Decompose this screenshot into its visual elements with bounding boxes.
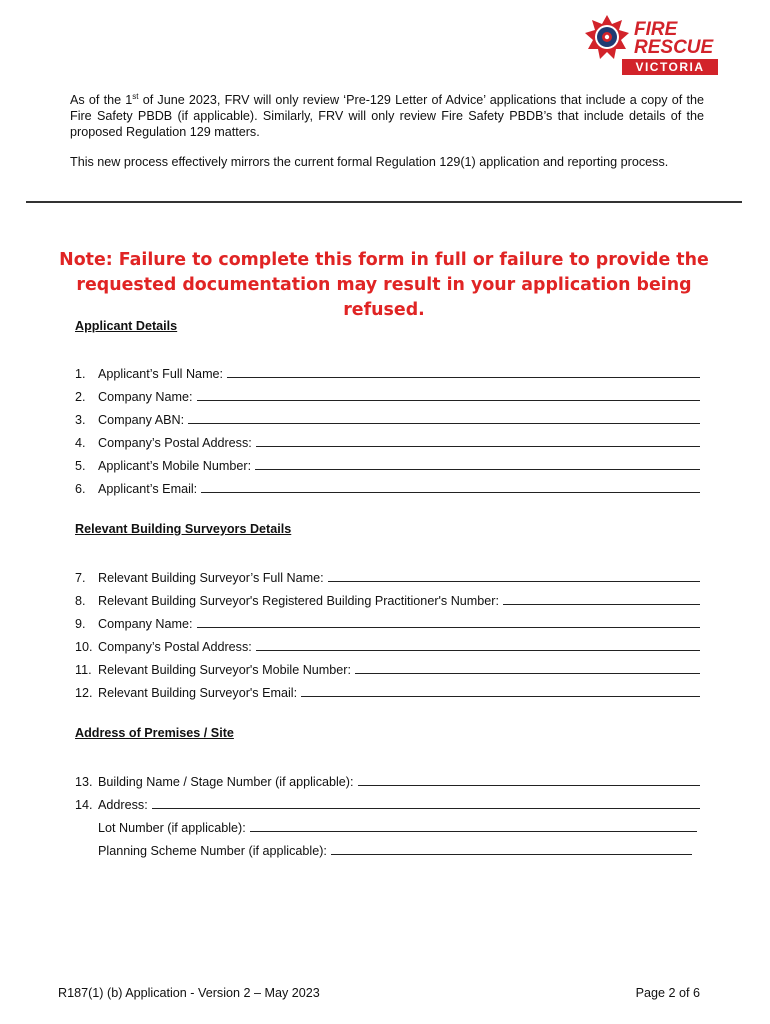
logo-word-rescue: RESCUE (634, 37, 714, 58)
fire-rescue-victoria-logo (584, 14, 726, 76)
footer-document-id: R187(1) (b) Application - Version 2 – May 2023 (58, 986, 320, 1000)
fill-in-line[interactable] (256, 445, 700, 447)
warning-note-line-1: Note: Failure to complete this form in full or failure to provide the (59, 250, 709, 270)
fill-in-line[interactable] (250, 830, 697, 832)
fill-in-line[interactable] (256, 649, 700, 651)
field-row[interactable] (75, 682, 700, 700)
fill-in-line[interactable] (197, 399, 701, 401)
field-number: 2. (75, 390, 86, 404)
field-number: 3. (75, 413, 86, 427)
logo-word-fire: FIRE (634, 19, 678, 40)
field-row[interactable] (75, 478, 700, 496)
field-label: Planning Scheme Number (if applicable): (98, 844, 327, 858)
fill-in-line[interactable] (358, 784, 701, 786)
warning-note (40, 248, 728, 323)
fill-in-line[interactable] (255, 468, 700, 470)
field-row[interactable] (75, 363, 700, 381)
field-label: Applicant’s Full Name: (98, 367, 224, 381)
horizontal-divider (26, 201, 742, 203)
intro-paragraph-2: This new process effectively mirrors the current formal Regulation 129(1) application and reporting process. (70, 155, 669, 169)
field-label: Lot Number (if applicable): (98, 821, 246, 835)
field-number: 12. (75, 686, 93, 700)
field-number: 1. (75, 367, 86, 381)
footer-page-number: Page 2 of 6 (635, 986, 700, 1000)
field-row[interactable] (75, 613, 700, 631)
field-label: Relevant Building Surveyor’s Full Name: (98, 571, 324, 585)
field-number: 9. (75, 617, 86, 631)
warning-note-line-2: requested documentation may result in your application being refused. (76, 275, 692, 320)
logo-word-victoria: VICTORIA (622, 59, 718, 75)
fill-in-line[interactable] (227, 376, 700, 378)
field-row[interactable] (75, 386, 700, 404)
intro-paragraph-1: As of the 1st of June 2023, FRV will only review ‘Pre-129 Letter of Advice’ applications that include a copy of the Fire Safety PBDB (if applicable). Similarly, FRV will only review Fire Safety PBDB’s that include details of the proposed Regulation 129 matters. (70, 91, 704, 139)
field-row[interactable] (75, 659, 700, 677)
field-row[interactable] (75, 817, 697, 835)
field-label: Address: (98, 798, 148, 812)
field-number: 7. (75, 571, 86, 585)
field-label: Building Name / Stage Number (if applicable): (98, 775, 354, 789)
field-label: Company Name: (98, 617, 193, 631)
field-row[interactable] (75, 567, 700, 585)
field-number: 8. (75, 594, 86, 608)
field-row[interactable] (75, 794, 700, 812)
field-number: 13. (75, 775, 93, 789)
field-label: Applicant’s Mobile Number: (98, 459, 252, 473)
fill-in-line[interactable] (201, 491, 700, 493)
field-number: 6. (75, 482, 86, 496)
section-heading-applicant: Applicant Details (75, 319, 178, 333)
fill-in-line[interactable] (188, 422, 700, 424)
fill-in-line[interactable] (328, 580, 700, 582)
field-label: Relevant Building Surveyor's Registered Building Practitioner's Number: (98, 594, 500, 608)
section-heading-surveyor: Relevant Building Surveyors Details (75, 522, 292, 536)
field-label: Relevant Building Surveyor's Email: (98, 686, 298, 700)
field-number: 14. (75, 798, 93, 812)
field-label: Company Name: (98, 390, 193, 404)
field-row[interactable] (75, 636, 700, 654)
section-heading-premises: Address of Premises / Site (75, 726, 234, 740)
fill-in-line[interactable] (331, 853, 692, 855)
fill-in-line[interactable] (301, 695, 700, 697)
field-row[interactable] (75, 409, 700, 427)
field-number: 4. (75, 436, 86, 450)
field-label: Company’s Postal Address: (98, 436, 252, 450)
field-row[interactable] (75, 432, 700, 450)
field-label: Company’s Postal Address: (98, 640, 252, 654)
field-row[interactable] (75, 455, 700, 473)
field-row[interactable] (75, 771, 700, 789)
field-row[interactable] (75, 590, 700, 608)
frv-badge-icon (584, 14, 630, 60)
fill-in-line[interactable] (355, 672, 700, 674)
fill-in-line[interactable] (503, 603, 700, 605)
fill-in-line[interactable] (197, 626, 701, 628)
field-label: Company ABN: (98, 413, 185, 427)
field-number: 10. (75, 640, 93, 654)
field-row[interactable] (75, 840, 692, 858)
field-number: 11. (75, 663, 92, 677)
field-number: 5. (75, 459, 86, 473)
fill-in-line[interactable] (152, 807, 700, 809)
field-label: Relevant Building Surveyor's Mobile Number: (98, 663, 351, 677)
field-label: Applicant’s Email: (98, 482, 198, 496)
